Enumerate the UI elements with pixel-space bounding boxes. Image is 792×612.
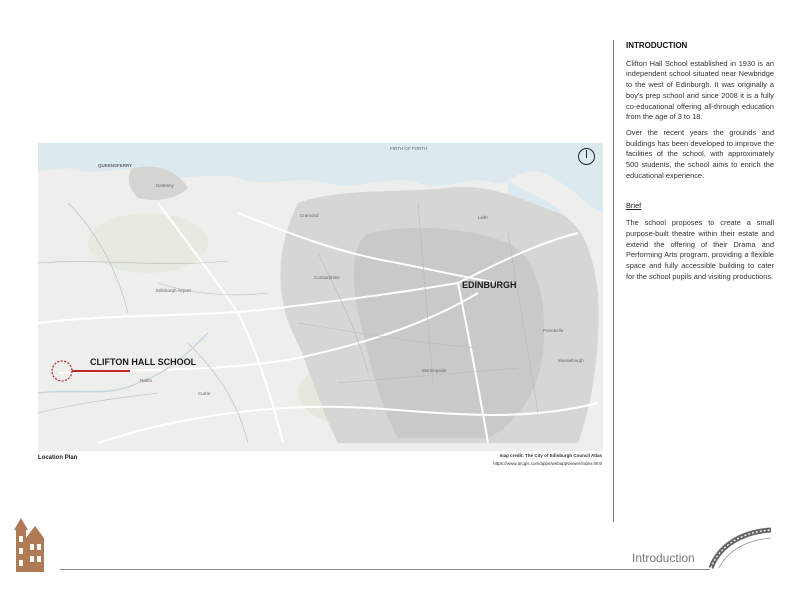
section-title: Introduction: [632, 551, 695, 565]
intro-paragraph-2: Over the recent years the grounds and buildings has been developed to improve the facilities of the school, with approximately 500 students, the school aims to enrich the educational experience.: [626, 127, 774, 180]
brief-paragraph: The school proposes to create a small purpose-built theatre within their estate and extend the offering of their Drama and Performing Arts program, providing a flexible space and fully accessible building to cater for the school pupils and visiting productions.: [626, 218, 774, 281]
brief-heading: Brief: [626, 201, 642, 211]
edinburgh-label: EDINBURGH: [462, 280, 517, 290]
place-airport: Edinburgh Airport: [156, 288, 191, 293]
place-ratho: Ratho: [140, 378, 153, 383]
map-credit: [493, 452, 602, 468]
location-circle-icon: [52, 361, 72, 381]
place-queensferry: QUEENSFERRY: [98, 163, 133, 168]
introduction-heading: INTRODUCTION: [626, 41, 688, 50]
place-musselburgh: Musselburgh: [558, 358, 584, 363]
map-credit-url: https://www.arcgis.com/apps/webappviewer/index.html: [493, 461, 602, 466]
north-arrow-icon: [578, 148, 595, 165]
footer-line: [60, 569, 710, 570]
place-morningside: Morningside: [422, 368, 447, 373]
place-firth-of-forth: FIRTH OF FORTH: [390, 146, 428, 151]
location-plan-caption: Location Plan: [38, 455, 78, 461]
place-leith: Leith: [478, 215, 488, 220]
place-dalmeny: Dalmeny: [156, 183, 174, 188]
green-area: [88, 213, 208, 273]
intro-paragraph-1: Clifton Hall School established in 1930 is an independent school situated near Newbridge to the west of Edinburgh. It was originally a boy's prep school and since 2008 it is a fully co-educational offering all-through education from the age of 3 to 18.: [626, 58, 774, 122]
place-cramond: Cramond: [300, 213, 319, 218]
place-currie: Currie: [198, 391, 211, 396]
arc-stamp-logo-icon: [705, 520, 775, 575]
vertical-divider: [613, 40, 614, 522]
place-corstorphine: Corstorphine: [314, 275, 340, 280]
location-map: [38, 143, 603, 451]
introduction-panel: [626, 41, 774, 287]
map-credit-text: map credit: The City of Edinburgh Council Atlas: [499, 453, 602, 458]
map-graphic: [38, 143, 603, 451]
school-building-logo-icon: [14, 516, 46, 577]
place-portobello: Portobello: [543, 328, 564, 333]
clifton-hall-school-label: CLIFTON HALL SCHOOL: [90, 357, 197, 367]
